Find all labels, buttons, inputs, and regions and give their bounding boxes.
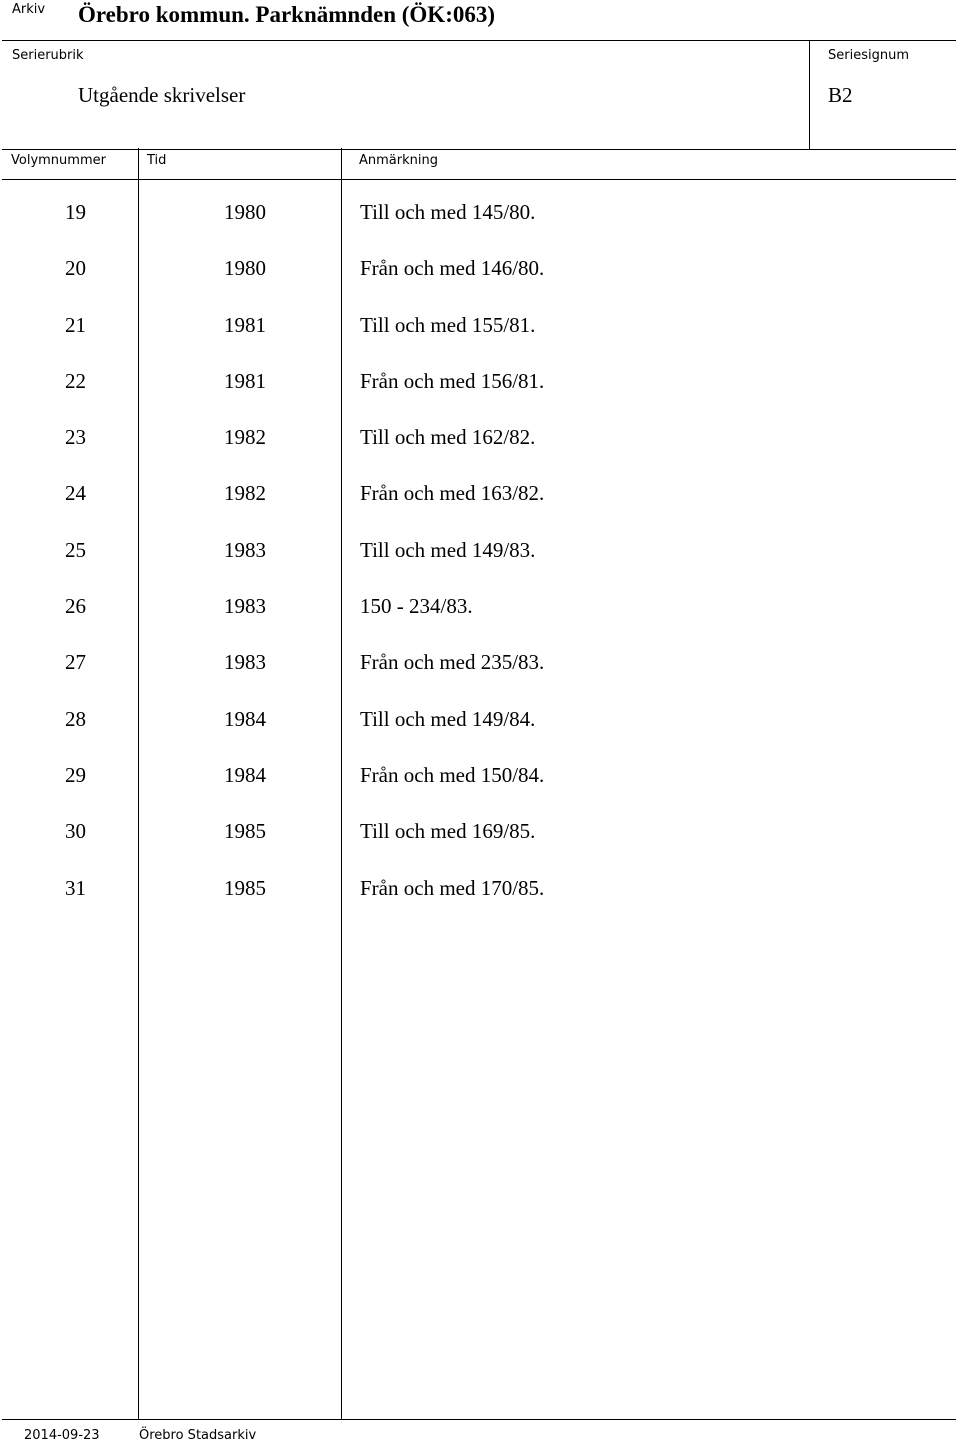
- volume-year: 1984: [224, 762, 266, 787]
- volume-number: 29: [65, 762, 86, 787]
- table-row: [0, 199, 960, 255]
- volume-remark: Till och med 155/81.: [360, 312, 536, 337]
- seriesignum-value: B2: [828, 83, 853, 107]
- volume-remark: 150 - 234/83.: [360, 594, 473, 619]
- volume-remark: Från och med 146/80.: [360, 256, 545, 281]
- volume-year: 1982: [224, 425, 266, 450]
- volume-remark: Till och med 169/85.: [360, 819, 536, 844]
- volume-number: 27: [65, 650, 86, 675]
- table-row: [0, 649, 960, 705]
- volume-number: 28: [65, 706, 86, 731]
- volume-table: [0, 199, 960, 931]
- volume-number: 24: [65, 481, 86, 506]
- volume-remark: Till och med 162/82.: [360, 425, 536, 450]
- table-row: [0, 480, 960, 536]
- volume-number: 30: [65, 819, 86, 844]
- volume-number: 19: [65, 200, 86, 224]
- volume-year: 1983: [224, 650, 266, 675]
- series-box: [2, 40, 956, 150]
- volume-number: 20: [65, 256, 86, 281]
- table-bottom-line: [2, 1419, 956, 1420]
- volume-number: 25: [65, 537, 86, 562]
- series-divider: [809, 41, 810, 149]
- arkiv-label: Arkiv: [12, 2, 46, 17]
- table-row: [0, 255, 960, 311]
- volume-remark: Från och med 163/82.: [360, 481, 545, 506]
- table-row: [0, 368, 960, 424]
- table-row: [0, 818, 960, 874]
- volume-year: 1983: [224, 537, 266, 562]
- table-row: [0, 593, 960, 649]
- volume-remark: Från och med 150/84.: [360, 762, 545, 787]
- column-header-anmarkning: Anmärkning: [359, 153, 438, 168]
- footer-organization: Örebro Stadsarkiv: [139, 1428, 257, 1443]
- volume-year: 1981: [224, 368, 266, 393]
- volume-year: 1982: [224, 481, 266, 506]
- volume-remark: Från och med 235/83.: [360, 650, 545, 675]
- archive-title: Örebro kommun. Parknämnden (ÖK:063): [78, 2, 496, 27]
- volume-number: 26: [65, 594, 86, 619]
- volume-number: 23: [65, 425, 86, 450]
- volume-number: 21: [65, 312, 86, 337]
- column-header-row: [2, 148, 956, 180]
- volume-year: 1984: [224, 706, 266, 731]
- table-row: [0, 424, 960, 480]
- volume-number: 22: [65, 368, 86, 393]
- footer-date: 2014-09-23: [24, 1428, 100, 1443]
- table-row: [0, 312, 960, 368]
- volume-year: 1983: [224, 594, 266, 619]
- volume-remark: Från och med 156/81.: [360, 368, 545, 393]
- table-row: [0, 875, 960, 931]
- volume-year: 1980: [224, 200, 266, 224]
- volume-number: 31: [65, 875, 86, 900]
- table-row: [0, 706, 960, 762]
- column-header-tid: Tid: [147, 153, 167, 168]
- table-row: [0, 537, 960, 593]
- volume-remark: Till och med 145/80.: [360, 200, 536, 224]
- volume-year: 1980: [224, 256, 266, 281]
- volume-year: 1985: [224, 819, 266, 844]
- serierubrik-label: Serierubrik: [12, 48, 84, 63]
- volume-year: 1985: [224, 875, 266, 900]
- column-header-volym: Volymnummer: [11, 153, 106, 168]
- volume-remark: Från och med 170/85.: [360, 875, 545, 900]
- serierubrik-value: Utgående skrivelser: [78, 83, 246, 107]
- volume-remark: Till och med 149/83.: [360, 537, 536, 562]
- table-row: [0, 762, 960, 818]
- volume-year: 1981: [224, 312, 266, 337]
- seriesignum-label: Seriesignum: [828, 48, 909, 63]
- volume-remark: Till och med 149/84.: [360, 706, 536, 731]
